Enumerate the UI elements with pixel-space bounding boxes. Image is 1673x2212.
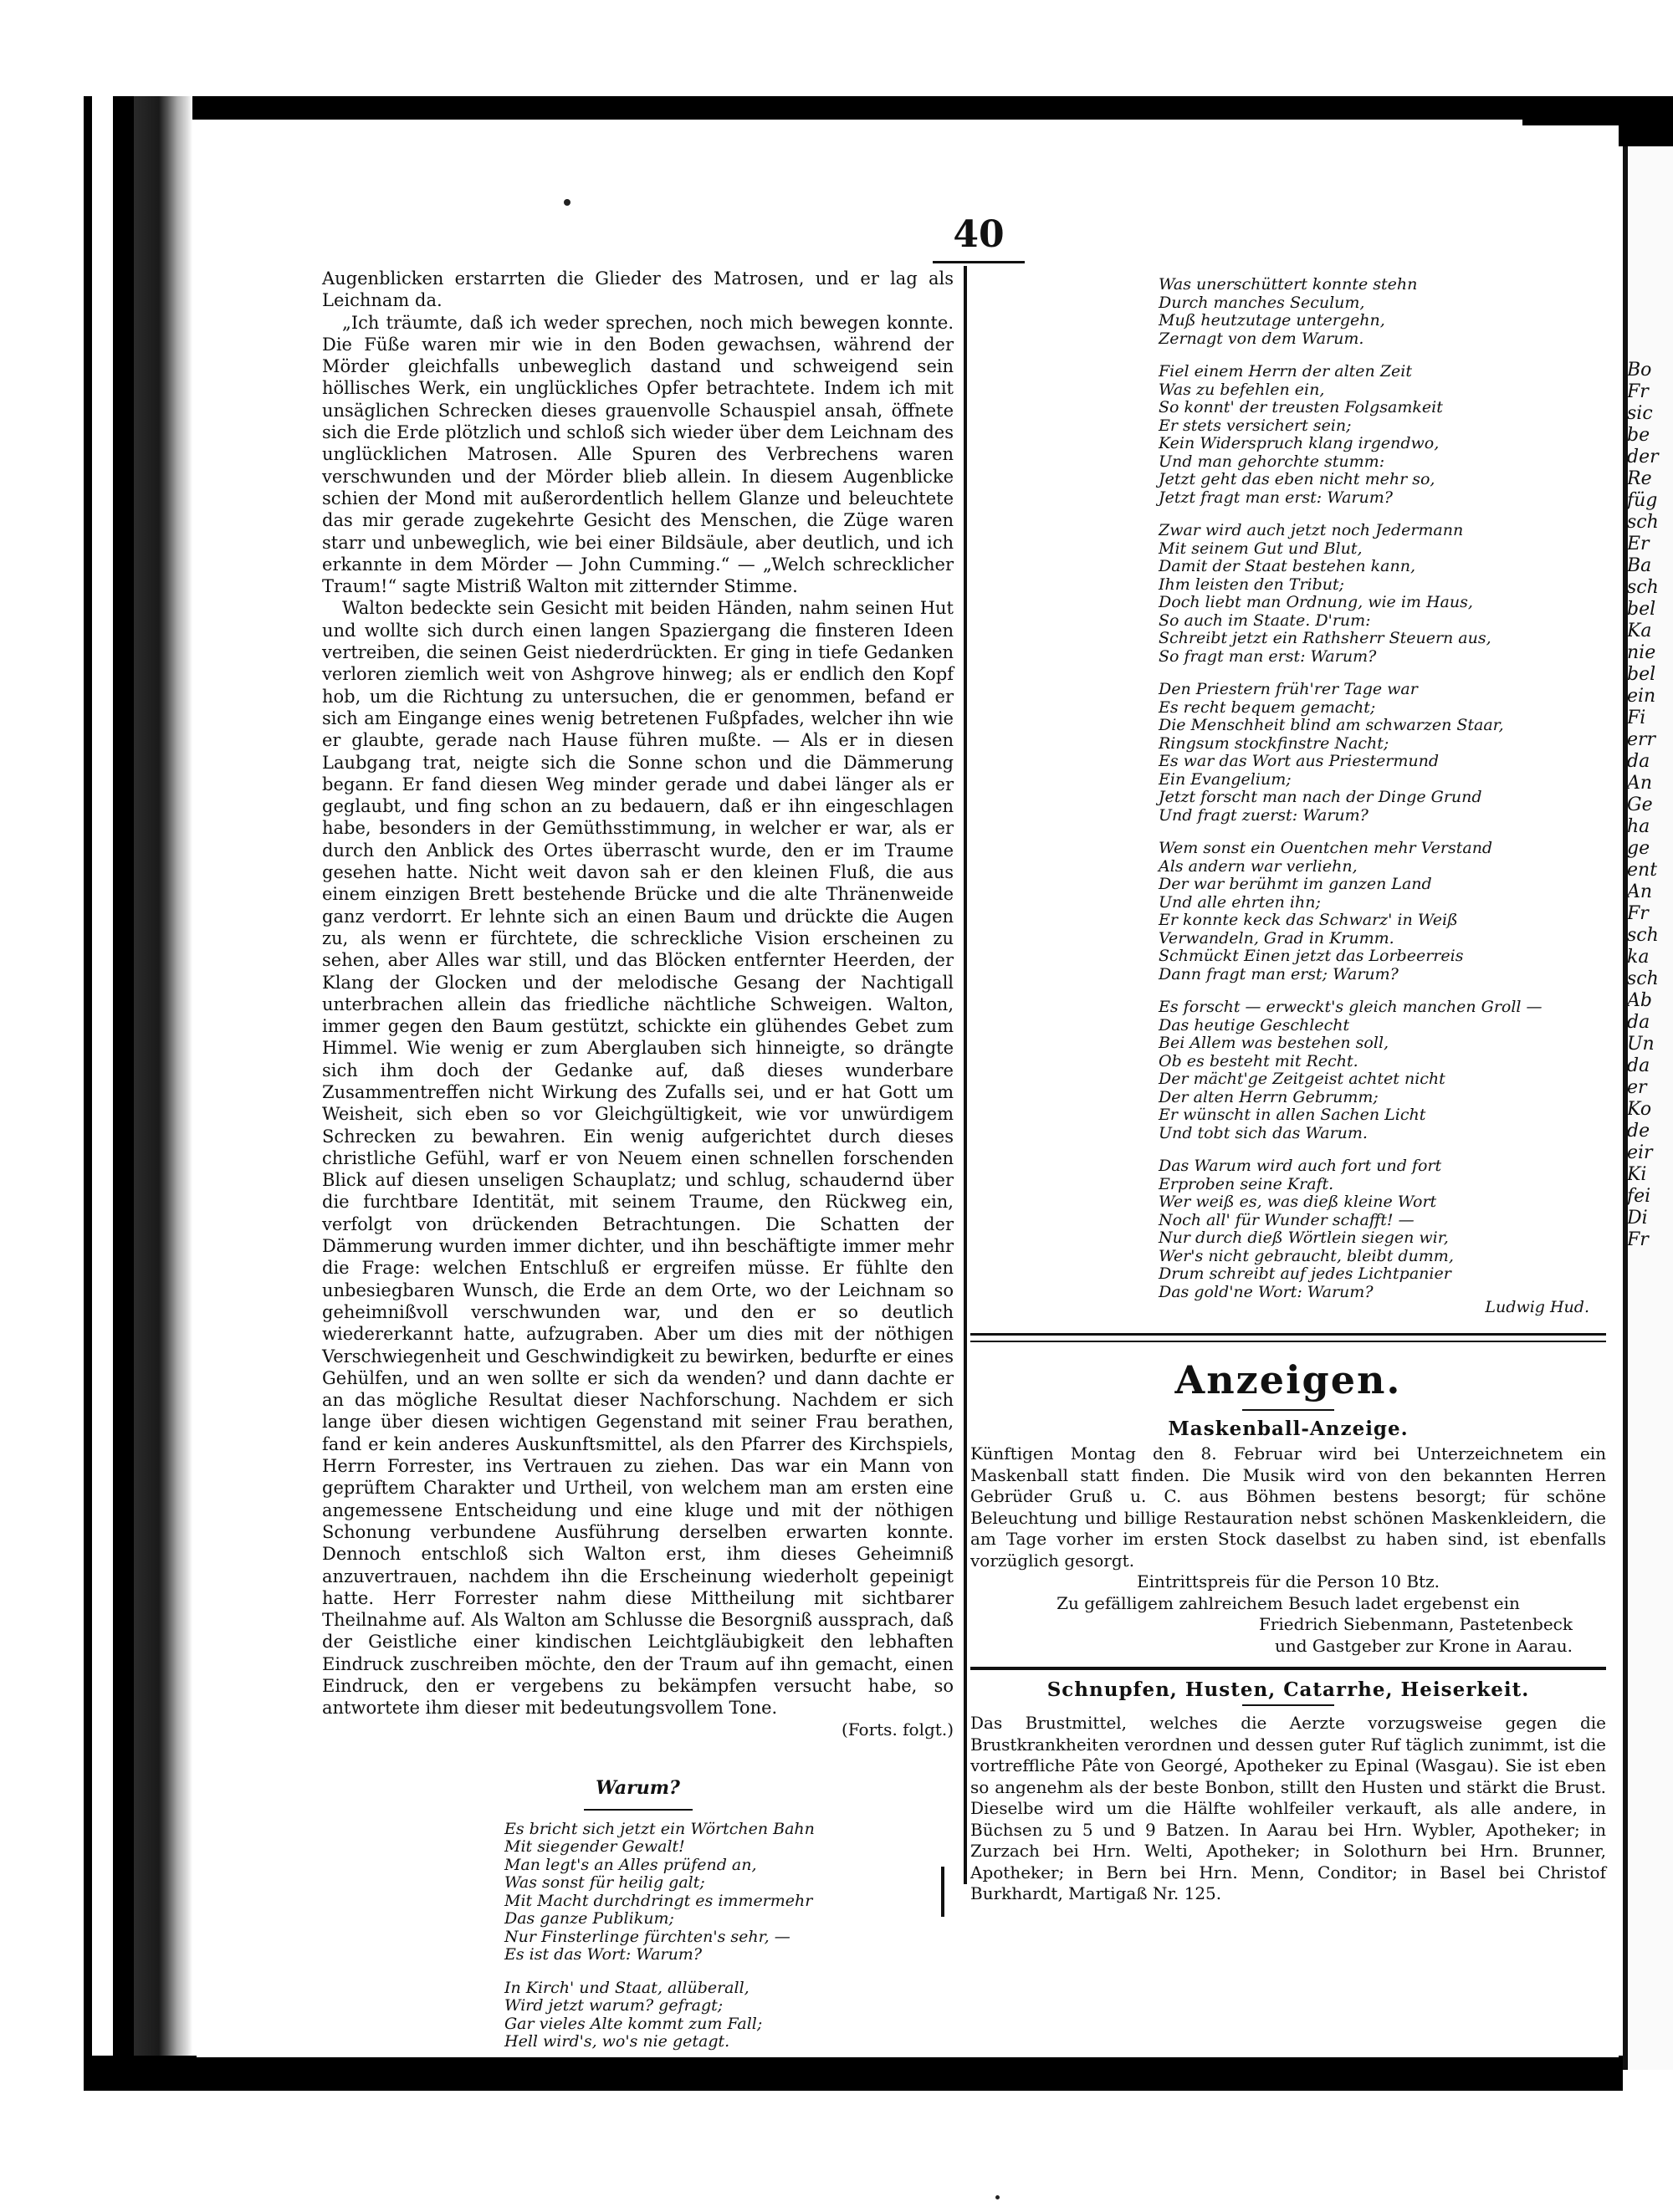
fragment-line: ge	[1627, 838, 1650, 859]
poem-line: Das gold'ne Wort: Warum?	[1159, 1282, 1374, 1301]
page-number-rule	[933, 261, 1025, 263]
poem-line: Man legt's an Alles prüfend an,	[504, 1855, 757, 1874]
poem-line: Und fragt zuerst: Warum?	[1159, 805, 1369, 825]
poem-line: Er stets versichert sein;	[1159, 416, 1352, 435]
poem-line: Mit seinem Gut und Blut,	[1159, 539, 1363, 558]
fragment-line: da	[1627, 751, 1650, 772]
poem-line: Das Warum wird auch fort und fort	[1159, 1157, 1442, 1175]
poem-line: Das ganze Publikum;	[504, 1909, 674, 1928]
poem-author: Ludwig Hud.	[1485, 1298, 1589, 1316]
poem-left-part	[322, 1821, 954, 2051]
poem-line: Und man gehorchte stumm:	[1159, 452, 1385, 471]
poem-right-part	[970, 276, 1606, 1301]
ad-box-left-rule	[941, 1867, 944, 1917]
fragment-line: nie	[1627, 642, 1656, 663]
poem-line: Schmückt Einen jetzt das Lorbeerreis	[1159, 947, 1464, 965]
poem-line: Wem sonst ein Ouentchen mehr Verstand	[1159, 839, 1493, 857]
poem-line: Was zu befehlen ein,	[1159, 380, 1325, 399]
poem-line: So auch im Staate. D'rum:	[1159, 610, 1371, 630]
poem-title-rule	[584, 1809, 693, 1811]
story-paragraph: Augenblicken erstarrten die Glieder des Matrosen, und er lag als Leichnam da.	[322, 268, 954, 311]
poem-line: Jetzt geht das eben nicht mehr so,	[1159, 470, 1435, 488]
poem-stanza	[1159, 1157, 1606, 1301]
fragment-line: Re	[1627, 468, 1652, 489]
ad-cough-title-rule	[1242, 1704, 1334, 1706]
poem-line: Noch all' für Wunder schafft! —	[1159, 1210, 1415, 1229]
poem-line: Nur Finsterlinge fürchten's sehr, —	[504, 1927, 790, 1946]
poem-line: Was unerschüttert konnte stehn	[1159, 275, 1418, 294]
poem-line: Durch manches Seculum,	[1159, 293, 1365, 312]
fragment-line: bel	[1627, 664, 1656, 685]
poem-line: Und alle ehrten ihn;	[1159, 892, 1321, 912]
poem-line: Hell wird's, wo's nie getagt.	[504, 2032, 730, 2051]
poem-line: Als andern war verliehn,	[1159, 856, 1358, 876]
poem-stanza	[504, 1821, 954, 1964]
ad-masquerade-body: Künftigen Montag den 8. Februar wird bei Unterzeichnetem ein Maskenball statt finden. Die Musik wird von den bekannten Herren Gebrüder Gruß u. C. aus Böhmen bestens besorgt; für schöne Beleuchtung und billige Restauration nebst schönen Maskenkleidern, die am Tage vorher im ersten Stock daselbst zu haben sind, ist ebenfalls vorzüglich gesorgt.	[970, 1443, 1606, 1571]
fragment-line: An	[1627, 773, 1653, 794]
poem-line: Fiel einem Herrn der alten Zeit	[1159, 362, 1412, 381]
fragment-line: Ko	[1627, 1099, 1652, 1120]
right-column	[970, 276, 1606, 1905]
fragment-line: da	[1627, 1012, 1650, 1033]
fragment-line: Di	[1627, 1208, 1648, 1229]
poem-line: Gar vieles Alte kommt zum Fall;	[504, 2014, 763, 2033]
poem-line: Jetzt fragt man erst: Warum?	[1159, 488, 1393, 507]
story-paragraph: Walton bedeckte sein Gesicht mit beiden Händen, nahm seinen Hut und wollte sich durch einen langen Spaziergang die finsteren Ideen vertreiben, die seinen Geist niederdrückten. Er ging in tiefe Gedanken verloren ziemlich weit von Ashgrove hinweg; als er endlich den Kopf hob, um die Richtung zu untersuchen, die er genommen, befand er sich am Eingange eines wenig betretenen Fußpfades, welcher ihn wie er glaubte, gerade nach Hause führen mußte. — Als er in diesen Laubgang trat, neigte sich die Sonne schon und die Dämmerung begann. Er fand diesen Weg minder gerade und dabei länger als er geglaubt, und fing schon an zu bedauern, daß er ihn eingeschlagen habe, besonders in der Gemüthsstimmung, in welcher er war, als er durch den Anblick des Ortes überrascht wurde, den er im Traume gesehen hatte. Nicht weit davon sah er den kleinen Fluß, die aus einem einzigen Brett bestehende Brücke und die alte Thränenweide ganz verdorrt. Er lehnte sich an einen Baum und drückte die Augen zu, als wenn er fürchtete, die schreckliche Vision erscheinen zu sehen, aber Alles war still, und das Blöcken entfernter Heerden, der Klang der Glocken und der melodische Gesang der Nachtigall unterbrachen allein das friedliche nächtliche Schweigen. Walton, immer gegen den Baum gestützt, schickte ein glühendes Gebet zum Himmel. Wie wenig er zum Aberglauben sich hinneigte, so drängte sich ihm doch der Gedanke auf, daß dieses wunderbare Zusammentreffen nicht Wirkung des Zufalls sei, und er hat Gott um Weisheit, sich eben so vor Gleichgültigkeit, wie vor unwürdigem Schrecken zu bewahren. Ein wenig aufgerichtet durch dieses christliche Gefühl, warf er von Neuem einen schnellen forschenden Blick auf diesen unseligen Schauplatz; und schlug, schaudernd über die furchtbare Identität, mit seinem Traume, den Rückweg ein, verfolgt von drückenden Betrachtungen. Die Schatten der Dämmerung wurden immer dichter, und ihn beschäftigte immer mehr die Frage: welchen Entschluß er ergreifen müsse. Er fühlte den unbesiegbaren Wunsch, die Erde an dem Orte, wo der Leichnam so geheimnißvoll verschwunden war, und den er so deutlich wiedererkannt hatte, aufzugraben. Aber um dies mit der nöthigen Verschwiegenheit und Geschwindigkeit zu bewirken, bedurfte er eines Gehülfen, und an wen sollte er sich da wenden? und dann dachte er an das mögliche Resultat dieser Nachforschung. Nachdem er sich lange über diesen wichtigen Gegenstand mit seiner Frau berathen, fand er kein anderes Auskunftsmittel, als den Pfarrer des Kirchspiels, Herrn Forrester, ins Vertrauen zu ziehen. Das war ein Mann von geprüftem Charakter und Urtheil, von welchem man am ersten eine angemessene Entscheidung und eine kluge und mit der nöthigen Schonung verbundene Ausführung derselben erwarten konnte. Dennoch entschloß sich Walton erst, ihm dieses Geheimniß anzuvertrauen, nachdem ihn die Erscheinung wiederholt gepeinigt hatte. Herr Forrester nahm diese Mittheilung mit sichtbarer Theilnahme auf. Als Walton am Schlusse die Besorgniß aussprach, daß der Geistliche einer kindischen Leichtgläubigkeit den lebhaften Eindruck zuschreiben möchte, den der Traum auf ihn gemacht, einen Eindruck, den er vergebens zu bekämpfen versucht habe, so antwortete ihm dieser mit bedeutungsvollem Tone.	[322, 598, 954, 1719]
poem-line: Jetzt forscht man nach der Dinge Grund	[1159, 788, 1482, 806]
poem-line: Was sonst für heilig galt;	[504, 1873, 705, 1893]
fragment-line: Ka	[1627, 621, 1652, 641]
ink-speck	[564, 199, 570, 206]
poem-line: So fragt man erst: Warum?	[1159, 646, 1377, 666]
poem-stanza	[504, 1980, 954, 2051]
fragment-line: Ba	[1627, 555, 1652, 576]
fragment-line: err	[1627, 729, 1656, 750]
scan-top-border	[84, 96, 1539, 120]
adjacent-page-text	[1627, 360, 1669, 1251]
fragment-line: fei	[1627, 1186, 1651, 1207]
poem-line: Der war berühmt im ganzen Land	[1159, 875, 1432, 893]
poem-line: Es forscht — erweckt's gleich manchen Groll —	[1159, 998, 1543, 1016]
poem-stanza	[1159, 363, 1606, 507]
fragment-line: ha	[1627, 816, 1650, 837]
poem-line: Dann fragt man erst; Warum?	[1159, 964, 1399, 983]
poem-line: Ringsum stockfinstre Nacht;	[1159, 733, 1389, 753]
poem-line: Es ist das Wort: Warum?	[504, 1945, 703, 1964]
serial-story	[322, 268, 954, 1739]
ad-cough-remedy-body: Das Brustmittel, welches die Aerzte vorzugsweise gegen die Brustkrankheiten verordnen und dessen guter Ruf täglich zunimmt, ist die vortreffliche Pâte von Georgé, Apotheker zu Epinal (Wasgau). Sie ist eben so angenehm als der beste Bonbon, stillt den Husten und stärkt die Brust. Dieselbe wird um die Hälfte wohlfeiler verkauft, als alle andere, in Büchsen zu 5 und 9 Batzen. In Aarau bei Hrn. Wybler, Apotheker; in Zurzach bei Hrn. Welti, Apotheker; in Solothurn bei Hrn. Brunner, Apotheker; in Bern bei Hrn. Menn, Conditor; in Basel bei Christof Burkhardt, Martigaß Nr. 125.	[970, 1713, 1606, 1903]
fragment-line: füg	[1627, 490, 1658, 511]
fragment-line: bel	[1627, 599, 1656, 620]
fragment-line: Un	[1627, 1034, 1655, 1055]
poem-line: Zernagt von dem Warum.	[1159, 329, 1364, 348]
poem-line: Mit siegender Gewalt!	[504, 1837, 685, 1857]
fragment-line: Fr	[1627, 903, 1649, 924]
poem-line: So konnt' der treusten Folgsamkeit	[1159, 398, 1443, 416]
poem-title: Warum?	[596, 1776, 680, 1799]
fragment-line: Ki	[1627, 1164, 1647, 1185]
fragment-line: er	[1627, 1077, 1647, 1098]
fragment-line: Fr	[1627, 381, 1649, 402]
fragment-line: sch	[1627, 968, 1659, 989]
ad-masquerade-price: Eintrittspreis für die Person 10 Btz.	[1137, 1571, 1440, 1591]
fragment-line: der	[1627, 447, 1659, 467]
poem-line: Das heutige Geschlecht	[1159, 1015, 1350, 1034]
poem-stanza	[1159, 276, 1606, 348]
poem-line: Zwar wird auch jetzt noch Jedermann	[1159, 521, 1464, 539]
poem-stanza	[1159, 522, 1606, 666]
poem-line: Verwandeln, Grad in Krumm.	[1159, 928, 1394, 948]
poem-line: Ein Evangelium;	[1159, 769, 1292, 789]
poem-line: Und tobt sich das Warum.	[1159, 1123, 1368, 1142]
ink-speck	[995, 2195, 1000, 2199]
fragment-line: Er	[1627, 534, 1650, 554]
poem-line: Drum schreibt auf jedes Lichtpanier	[1159, 1264, 1451, 1283]
fragment-line: sch	[1627, 512, 1659, 533]
fragment-line: Ab	[1627, 990, 1652, 1011]
section-rule	[970, 1333, 1606, 1342]
fragment-line: An	[1627, 881, 1653, 902]
poem-stanza	[1159, 999, 1606, 1142]
poem-line: Nur durch dieß Wörtlein siegen wir,	[1159, 1229, 1449, 1247]
left-column	[322, 268, 954, 2066]
fragment-line: de	[1627, 1121, 1650, 1142]
poem-line: Er konnte keck das Schwarz' in Weiß	[1159, 911, 1458, 929]
poem-line: Erproben seine Kraft.	[1159, 1174, 1334, 1193]
poem-line: Damit der Staat bestehen kann,	[1159, 557, 1415, 575]
page-number: 40	[953, 213, 1005, 256]
fragment-line: da	[1627, 1055, 1650, 1076]
poem-line: Kein Widerspruch klang irgendwo,	[1159, 434, 1440, 452]
story-paragraph: „Ich träumte, daß ich weder sprechen, noch mich bewegen konnte. Die Füße waren mir wie in den Boden gewachsen, während der Mörder gleichfalls unbeweglich dastand und schweigend sein höllisches Werk, ein unglückliches Opfer betrachtete. Indem ich mit unsäglichen Schrecken dieses grauenvolle Schauspiel ansah, öffnete sich die Erde plötzlich und schloß sich wieder über dem Leichnam des unglücklichen Matrosen. Alle Spuren des Verbrechens waren verschwunden und der Mörder blieb allein. In diesem Augenblicke schien der Mond mit außerordentlich hellem Glanze und beleuchtete das mir gerade zugekehrte Gesicht des Menschen, die Züge waren starr und unbeweglich, wie bei einer Bildsäule, aber deutlich, und ich erkannte in dem Mörder — John Cumming.“ — „Welch schrecklicher Traum!“ sagte Mistriß Walton mit zitternder Stimme.	[322, 312, 954, 597]
ad-separator	[970, 1667, 1606, 1670]
fragment-line: sch	[1627, 925, 1659, 946]
poem-line: Mit Macht durchdringt es immermehr	[504, 1891, 813, 1910]
poem-line: Muß heutzutage untergehn,	[1159, 311, 1385, 330]
ads-heading-rule	[1242, 1409, 1334, 1411]
poem-line: Bei Allem was bestehen soll,	[1159, 1034, 1389, 1052]
fragment-line: Bo	[1627, 360, 1652, 381]
poem-stanza	[1159, 681, 1606, 825]
poem-line: Ob es besteht mit Recht.	[1159, 1051, 1358, 1070]
fragment-line: Fr	[1627, 1229, 1649, 1250]
ad-masquerade-title: Maskenball-Anzeige.	[1168, 1418, 1409, 1440]
poem-line: In Kirch' und Staat, allüberall,	[504, 1978, 750, 1997]
column-divider	[964, 266, 967, 1884]
fragment-line: sch	[1627, 577, 1659, 598]
poem-line: Den Priestern früh'rer Tage war	[1159, 680, 1418, 698]
poem-line: Es recht bequem gemacht;	[1159, 697, 1376, 717]
fragment-line: Fi	[1627, 708, 1646, 728]
ad-masquerade-invite: Zu gefälligem zahlreichem Besuch ladet ergebenst ein	[1056, 1592, 1520, 1613]
ad-masquerade-signer-title: und Gastgeber zur Krone in Aarau.	[1275, 1635, 1573, 1656]
ad-cough-remedy-title: Schnupfen, Husten, Catarrhe, Heiserkeit.	[1046, 1678, 1530, 1701]
continuation-note: (Forts. folgt.)	[841, 1719, 954, 1739]
fragment-line: ent	[1627, 860, 1658, 881]
poem-line: Wer weiß es, was dieß kleine Wort	[1159, 1193, 1437, 1211]
poem-line: Der alten Herrn Gebrumm;	[1159, 1087, 1379, 1106]
ads-heading: Anzeigen.	[1174, 1357, 1402, 1402]
book-spine	[84, 96, 92, 2087]
poem-stanza	[1159, 840, 1606, 983]
fragment-line: be	[1627, 425, 1650, 446]
book-left-edge	[84, 96, 192, 2087]
fragment-line: ka	[1627, 947, 1650, 968]
fragment-line: ein	[1627, 686, 1656, 707]
poem-line: Ihm leisten den Tribut;	[1159, 575, 1345, 594]
poem-line: Doch liebt man Ordnung, wie im Haus,	[1159, 593, 1473, 611]
fragment-line: sic	[1627, 403, 1653, 424]
ad-masquerade-signer: Friedrich Siebenmann, Pastetenbeck	[1258, 1614, 1573, 1634]
poem-line: Es war das Wort aus Priestermund	[1159, 752, 1439, 770]
poem-line: Schreibt jetzt ein Rathsherr Steuern aus,	[1159, 629, 1491, 647]
fragment-line: Ge	[1627, 794, 1653, 815]
poem-line: Die Menschheit blind am schwarzen Staar,	[1159, 716, 1504, 734]
poem-line: Es bricht sich jetzt ein Wörtchen Bahn	[504, 1819, 815, 1838]
poem-line: Der mächt'ge Zeitgeist achtet nicht	[1159, 1070, 1445, 1088]
poem-line: Wer's nicht gebraucht, bleibt dumm,	[1159, 1246, 1454, 1265]
poem-line: Wird jetzt warum? gefragt;	[504, 1996, 724, 2015]
poem-line: Er wünscht in allen Sachen Licht	[1159, 1106, 1426, 1124]
fragment-line: eir	[1627, 1142, 1653, 1163]
